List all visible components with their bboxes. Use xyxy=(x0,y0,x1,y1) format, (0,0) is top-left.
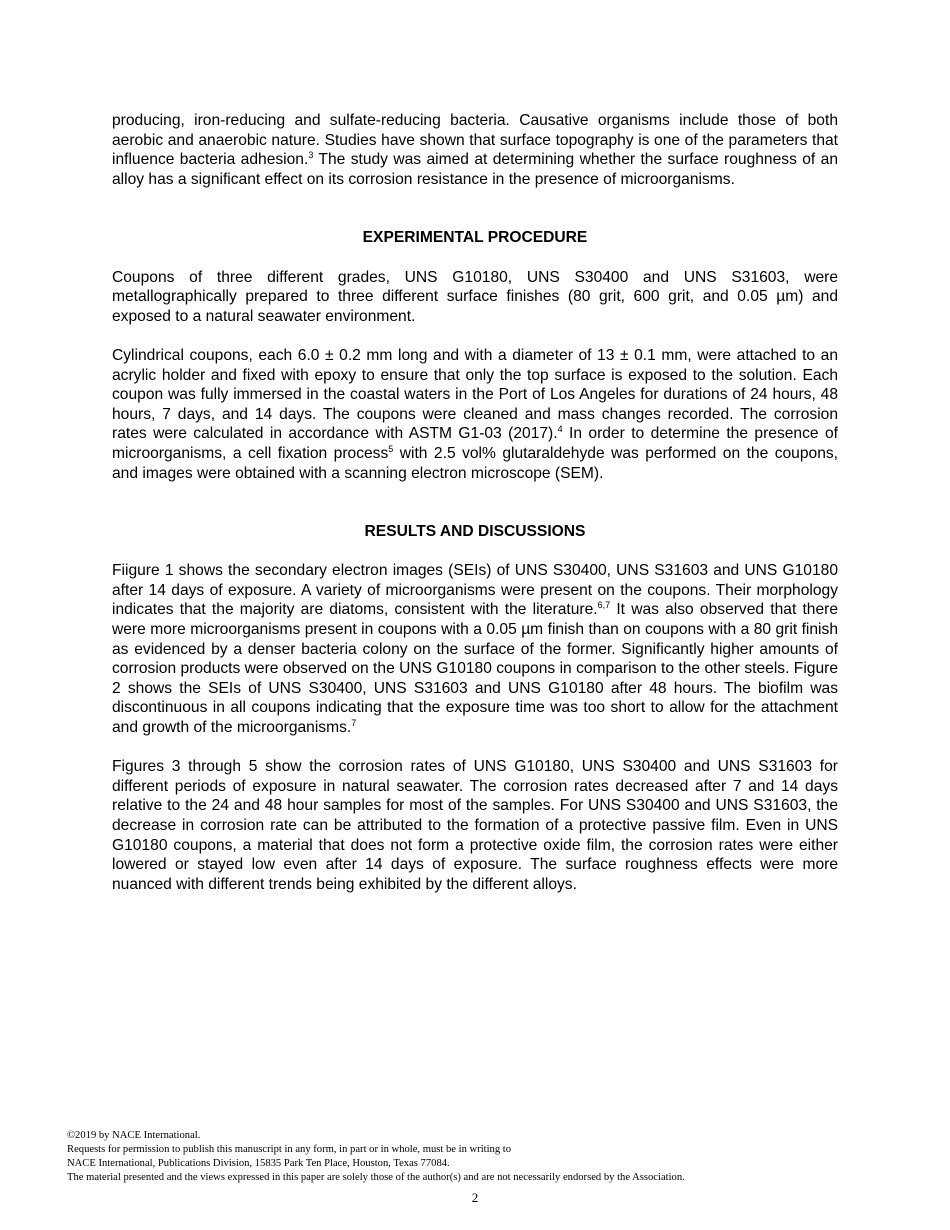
citation-ref: 7 xyxy=(351,718,357,729)
page-number: 2 xyxy=(471,1190,479,1205)
footer-copyright: ©2019 by NACE International. xyxy=(67,1130,201,1141)
paragraph-intro: producing, iron-reducing and sulfate-reducing bacteria. Causative organisms include those of both aerobic and anaerobic nature. Studies have shown that surface topography is one of the parameters that influence bacteria adhesion.$^3$ The study was aimed at determining whether the surface roughness of an alloy has a significant effect on its corrosion resistance in the presence of microorganisms. xyxy=(112,112,838,188)
footer-address: NACE International, Publications Division, 15835 Park Ten Place, Houston, Texas 77084. xyxy=(67,1158,450,1169)
paper-body xyxy=(112,111,838,894)
paragraph-figures-3-to-5: Figures 3 through 5 show the corrosion rates of UNS G10180, UNS S30400 and UNS S31603 for different periods of exposure in natural seawater. The corrosion rates decreased after 7 and 14 days relative to the 24 and 48 hour samples for most of the samples. For UNS S30400 and UNS S31603, the decrease in corrosion rate can be attributed to the formation of a protective passive film. Even in UNS G10180 coupons, a material that does not form a protective oxide film, the corrosion rates were either lowered or stayed low even after 14 days of exposure. The surface roughness effects were more nuanced with different trends being exhibited by the different alloys. xyxy=(112,758,838,893)
paragraph-figure-1: Fiigure 1 shows the secondary electron images (SEIs) of UNS S30400, UNS S31603 and UNS G10180 after 14 days of exposure. A variety of microorganisms were present on the coupons. Their morphology indicates that the majority are diatoms, consistent with the literature.$^{6,7}$ It was also observed that there were more microorganisms present in coupons with a 0.05 µm finish than on coupons with a 80 grit finish as evidenced by a denser bacteria colony on the surface of the former. Significantly higher amounts of corrosion products were observed on the UNS G10180 coupons in comparison to the other steels. Figure 2 shows the SEIs of UNS S30400, UNS S31603 and UNS G10180 after 48 hours. The biofilm was discontinuous in all coupons indicating that the exposure time was too short to allow for the attachment and growth of the microorganisms.$^7$ xyxy=(112,562,839,737)
paragraph-cylindrical-coupons: Cylindrical coupons, each 6.0 ± 0.2 mm long and with a diameter of 13 ± 0.1 mm, were attached to an acrylic holder and fixed with epoxy to ensure that only the top surface is exposed to the solution. Each coupon was fully immersed in the coastal waters in the Port of Los Angeles for durations of 24 hours, 48 hours, 7 days, and 14 days. The coupons were cleaned and mass changes recorded. The corrosion rates were calculated in accordance with ASTM G1-03 (2017).$^4$ In order to determine the presence of microorganisms, a cell fixation process$^5$ with 2.5 vol% glutaraldehyde was performed on the coupons, and images were obtained with a scanning electron microscope (SEM). xyxy=(112,346,838,482)
citation-ref: 3 xyxy=(308,150,314,161)
page-footer xyxy=(67,1129,887,1185)
citation-ref: 6,7 xyxy=(597,600,611,611)
citation-ref: 5 xyxy=(388,443,394,454)
heading-experimental-procedure: EXPERIMENTAL PROCEDURE xyxy=(362,229,588,247)
paragraph-coupons: Coupons of three different grades, UNS G10180, UNS S30400 and UNS S31603, were metallographically prepared to three different surface finishes (80 grit, 600 grit, and 0.05 µm) and exposed to a natural seawater environment. xyxy=(112,268,838,325)
heading-results-and-discussions: RESULTS AND DISCUSSIONS xyxy=(364,523,586,541)
footer-disclaimer: The material presented and the views expressed in this paper are solely those of the author(s) and are not necessarily endorsed by the Association. xyxy=(67,1172,685,1183)
citation-ref: 4 xyxy=(557,424,563,435)
footer-permission: Requests for permission to publish this manuscript in any form, in part or in whole, must be in writing to xyxy=(67,1144,512,1155)
